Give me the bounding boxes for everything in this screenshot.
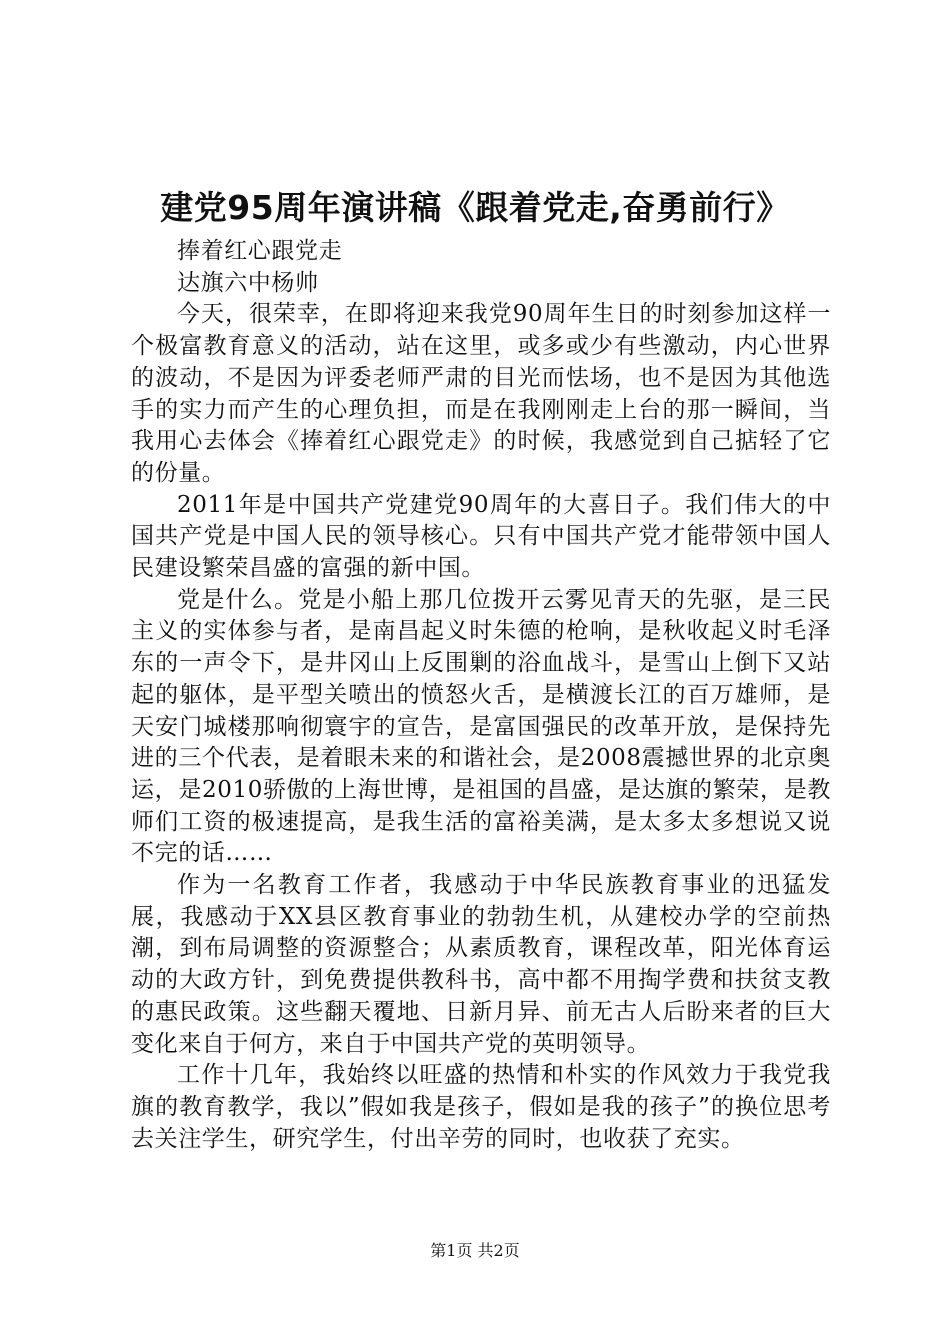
speech-subtitle: 捧着红心跟党走 — [177, 238, 343, 264]
page-number: 第1页 共2页 — [430, 1241, 520, 1260]
paragraph: 作为一名教育工作者，我感动于中华民族教育事业的迅猛发展，我感动于XX县区教育事业的勃勃生机，从建校办学的空前热潮，到布局调整的资源整合；从素质教育，课程改革，阳光体育运动的大政方针，到免费提供教科书，高中都不用掏学费和扶贫支教的惠民政策。这些翻天覆地、日新月异、前无古人后盼来者的巨大变化来自于何方，来自于中国共产党的英明领导。 — [131, 872, 831, 1057]
paragraph: 党是什么。党是小船上那几位拨开云雾见青天的先驱，是三民主义的实体参与者，是南昌起义时朱德的枪响，是秋收起义时毛泽东的一声令下，是井冈山上反围剿的浴血战斗，是雪山上倒下又站起的躯体，是平型关喷出的愤怒火舌，是横渡长江的百万雄师，是天安门城楼那响彻寰宇的宣告，是富国强民的改革开放，是保持先进的三个代表，是着眼未来的和谐社会，是2008震撼世界的北京奥运，是2010骄傲的上海世博，是祖国的昌盛，是达旗的繁荣，是教师们工资的极速提高，是我生活的富裕美满，是太多太多想说又说不完的话…… — [131, 586, 831, 867]
paragraph: 今天，很荣幸，在即将迎来我党90周年生日的时刻参加这样一个极富教育意义的活动，站在这里，或多或少有些激动，内心世界的波动，不是因为评委老师严肃的目光而怯场，也不是因为其他选手的实力而产生的心理负担，而是在我刚刚走上台的那一瞬间，当我用心去体会《捧着红心跟党走》的时候，我感觉到自己掂轻了它的份量。 — [131, 301, 831, 486]
document-title: 建党95周年演讲稿《跟着党走,奋勇前行》 — [160, 188, 790, 227]
speech-author: 达旗六中杨帅 — [177, 269, 319, 296]
document-body — [131, 236, 831, 1155]
paragraph: 工作十几年，我始终以旺盛的热情和朴实的作风效力于我党我旗的教育教学，我以”假如我是孩子，假如是我的孩子”的换位思考去关注学生，研究学生，付出辛劳的同时，也收获了充实。 — [131, 1062, 831, 1152]
paragraph: 2011年是中国共产党建党90周年的大喜日子。我们伟大的中国共产党是中国人民的领导核心。只有中国共产党才能带领中国人民建设繁荣昌盛的富强的新中国。 — [131, 491, 831, 582]
